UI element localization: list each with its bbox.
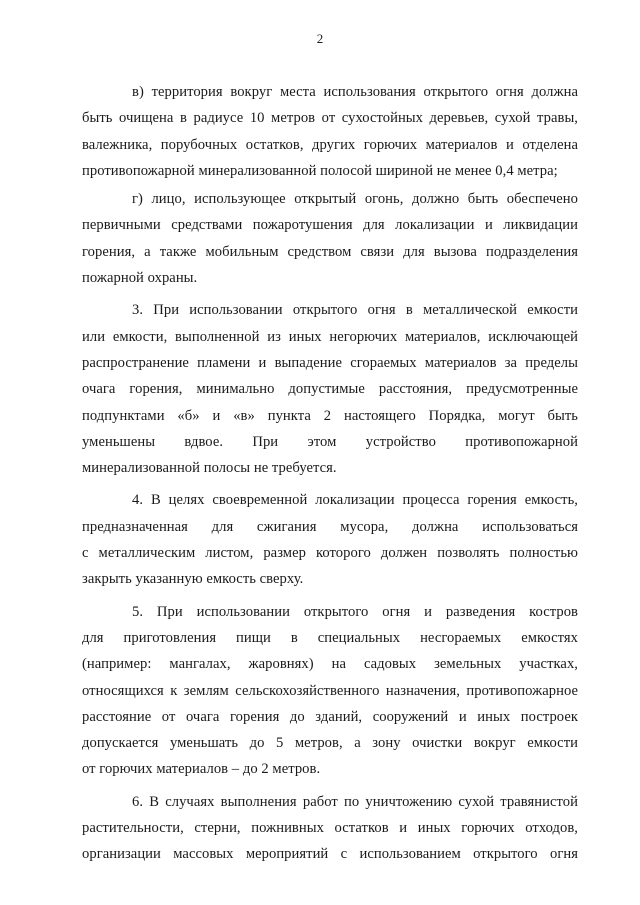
text-line: от горючих материалов – до 2 метров. [82,761,321,778]
text-line: 4. В целях своевременной локализации процесса горения емкость, [132,492,578,509]
paragraph-subpoint-g [82,186,578,291]
text-line: для приготовления пищи в специальных несгораемых емкостях [82,629,578,646]
text-line: с металлическим листом, размер которого должен позволять полностью [82,545,578,562]
text-line: или емкости, выполненной из иных негорючих материалов, исключающей [82,328,578,345]
paragraph-item-6 [82,789,578,868]
page-number: 2 [316,31,324,46]
text-line: минерализованной полосы не требуется. [82,460,337,477]
text-line: 3. При использовании открытого огня в металлической емкости [132,302,578,319]
text-line: валежника, порубочных остатков, других горючих материалов и отделена [82,136,578,153]
paragraph-item-4 [82,487,578,592]
text-line: очага горения, минимально допустимые расстояния, предусмотренные [82,381,578,398]
text-line: распространение пламени и выпадение сгораемых материалов за пределы [82,354,578,371]
text-line: подпунктами «б» и «в» пункта 2 настоящего Порядка, могут быть [82,407,578,424]
text-line: г) лицо, использующее открытый огонь, должно быть обеспечено [132,191,578,208]
text-line: противопожарной минерализованной полосой шириной не менее 0,4 метра; [82,162,558,179]
paragraph-item-3 [82,297,578,481]
text-line: предназначенная для сжигания мусора, должна использоваться [82,518,578,535]
paragraph-subpoint-v [82,79,578,184]
text-line: пожарной охраны. [82,270,198,287]
text-line: быть очищена в радиусе 10 метров от сухостойных деревьев, сухой травы, [82,110,578,127]
text-line: в) территория вокруг места использования открытого огня должна [132,84,578,100]
text-line: горения, а также мобильным средством связи для вызова подразделения [82,243,578,260]
text-line: организации массовых мероприятий с использованием открытого огня [82,846,578,863]
text-line: 6. В случаях выполнения работ по уничтожению сухой травянистой [132,793,578,810]
text-line: относящихся к землям сельскохозяйственного назначения, противопожарное [82,682,578,699]
text-line: первичными средствами пожаротушения для локализации и ликвидации [82,217,578,234]
text-line: растительности, стерни, пожнивных остатков и иных горючих отходов, [82,820,578,837]
text-line: допускается уменьшать до 5 метров, а зону очистки вокруг емкости [82,735,578,752]
text-line: закрыть указанную емкость сверху. [82,571,304,588]
text-line: (например: мангалах, жаровнях) на садовых земельных участках, [82,656,578,673]
text-line: 5. При использовании открытого огня и разведения костров [132,603,578,620]
paragraph-item-5 [82,599,578,783]
text-line: уменьшены вдвое. При этом устройство противопожарной [82,433,578,450]
document-body [82,79,578,868]
text-line: расстояние от очага горения до зданий, сооружений и иных построек [82,708,578,725]
